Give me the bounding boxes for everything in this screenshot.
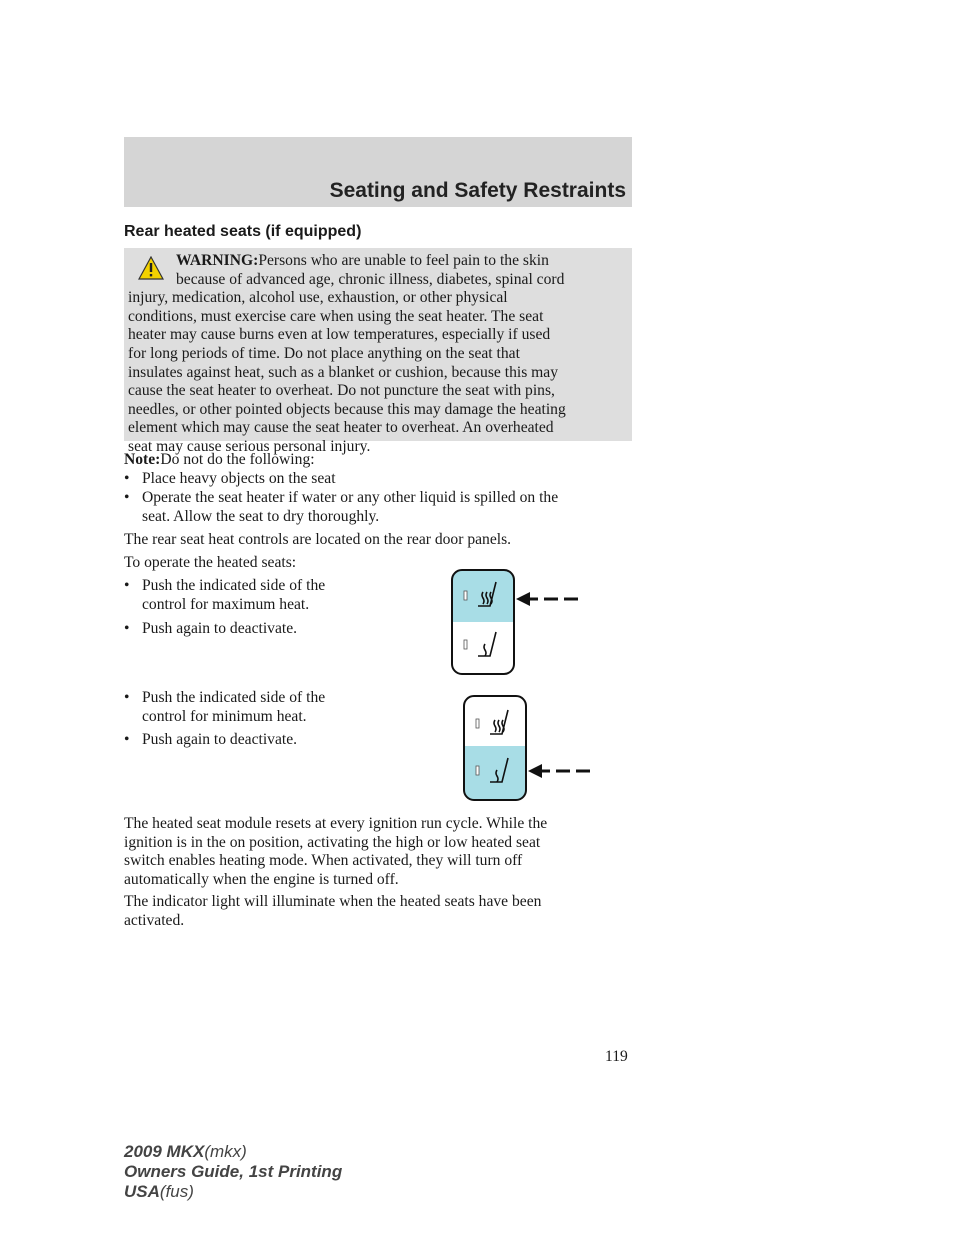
warning-line: injury, medication, alcohol use, exhaustion, or other physical xyxy=(128,289,508,307)
max-heat-text: control for maximum heat. xyxy=(142,595,310,613)
page-header-title: Seating and Safety Restraints xyxy=(329,179,626,202)
note-bullet-text: Place heavy objects on the seat xyxy=(142,470,336,487)
note-bullet-text: Operate the seat heater if water or any other liquid is spilled on the xyxy=(142,489,559,506)
footer-market: USA xyxy=(124,1182,160,1201)
bullet-glyph: • xyxy=(124,489,130,506)
note-bullet-text: seat. Allow the seat to dry thoroughly. xyxy=(142,507,380,525)
switch-high-heat-segment xyxy=(452,570,514,622)
paragraph-line: activated. xyxy=(124,911,185,929)
switch-low-heat-segment xyxy=(464,746,526,800)
warning-line: Persons who are unable to feel pain to the skin xyxy=(258,252,549,269)
bullet-glyph: • xyxy=(124,731,130,748)
indicator-paragraph xyxy=(124,893,541,930)
operate-intro-paragraph: To operate the heated seats: xyxy=(124,554,297,571)
footer-market-code: (fus) xyxy=(159,1182,194,1201)
warning-line: insulates against heat, such as a blanket or cushion, because this may xyxy=(128,363,559,381)
warning-line: needles, or other pointed objects because this may damage the heating xyxy=(128,400,566,418)
warning-line: cause the seat heater to overheat. Do not puncture the seat with pins, xyxy=(128,382,555,400)
min-heat-text: control for minimum heat. xyxy=(142,707,307,725)
note-label: Note: xyxy=(124,451,161,468)
header-band xyxy=(124,137,632,207)
warning-line: element which may cause the seat heater to overheat. An overheated xyxy=(128,419,554,437)
paragraph-line: ignition is in the on position, activating the high or low heated seat xyxy=(124,833,541,851)
note-paragraph xyxy=(124,451,315,470)
controls-location-paragraph: The rear seat heat controls are located on the rear door panels. xyxy=(124,531,512,548)
pointer-arrow xyxy=(516,592,578,606)
max-heat-text: Push the indicated side of the xyxy=(142,577,326,594)
warning-line: heater may cause burns even at low temperatures, especially if used xyxy=(128,326,551,344)
bullet-glyph: • xyxy=(124,470,130,487)
max-heat-bullet xyxy=(124,577,384,614)
document-footer xyxy=(124,1142,342,1202)
section-heading: Rear heated seats (if equipped) xyxy=(124,223,362,240)
low-heat-seat-icon xyxy=(464,632,496,656)
page-number: 119 xyxy=(605,1048,628,1065)
paragraph-line: The indicator light will illuminate when the heated seats have been xyxy=(124,893,542,910)
warning-line: for long periods of time. Do not place anything on the seat that xyxy=(128,344,520,362)
min-heat-bullet xyxy=(124,731,384,750)
paragraph-line: The heated seat module resets at every ignition run cycle. While the xyxy=(124,815,548,832)
note-bullet xyxy=(124,489,624,526)
paragraph-line: switch enables heating mode. When activated, they will turn off xyxy=(124,852,523,870)
max-heat-text: Push again to deactivate. xyxy=(142,620,298,637)
max-heat-switch-figure xyxy=(440,568,585,678)
warning-text xyxy=(128,252,624,457)
note-bullet xyxy=(124,470,624,489)
module-reset-paragraph xyxy=(124,815,547,889)
footer-model-code: (mkx) xyxy=(204,1142,247,1161)
warning-line: seat may cause serious personal injury. xyxy=(128,437,371,455)
footer-model: 2009 MKX xyxy=(124,1142,205,1161)
min-heat-text: Push again to deactivate. xyxy=(142,731,298,748)
note-text: Do not do the following: xyxy=(160,451,315,468)
high-heat-seat-icon xyxy=(476,710,508,734)
max-heat-bullet xyxy=(124,620,384,639)
min-heat-switch-figure xyxy=(452,694,597,804)
warning-label: WARNING: xyxy=(176,252,259,269)
bullet-glyph: • xyxy=(124,577,130,594)
bullet-glyph: • xyxy=(124,620,130,637)
warning-box xyxy=(124,248,632,455)
footer-guide: Owners Guide, 1st Printing xyxy=(124,1162,343,1181)
warning-line: because of advanced age, chronic illness, diabetes, spinal cord xyxy=(176,270,565,288)
warning-line: conditions, must exercise care when using the seat heater. The seat xyxy=(128,307,544,325)
min-heat-bullet xyxy=(124,689,384,726)
bullet-glyph: • xyxy=(124,689,130,706)
min-heat-text: Push the indicated side of the xyxy=(142,689,326,706)
pointer-arrow xyxy=(528,764,590,778)
paragraph-line: automatically when the engine is turned off. xyxy=(124,870,399,888)
